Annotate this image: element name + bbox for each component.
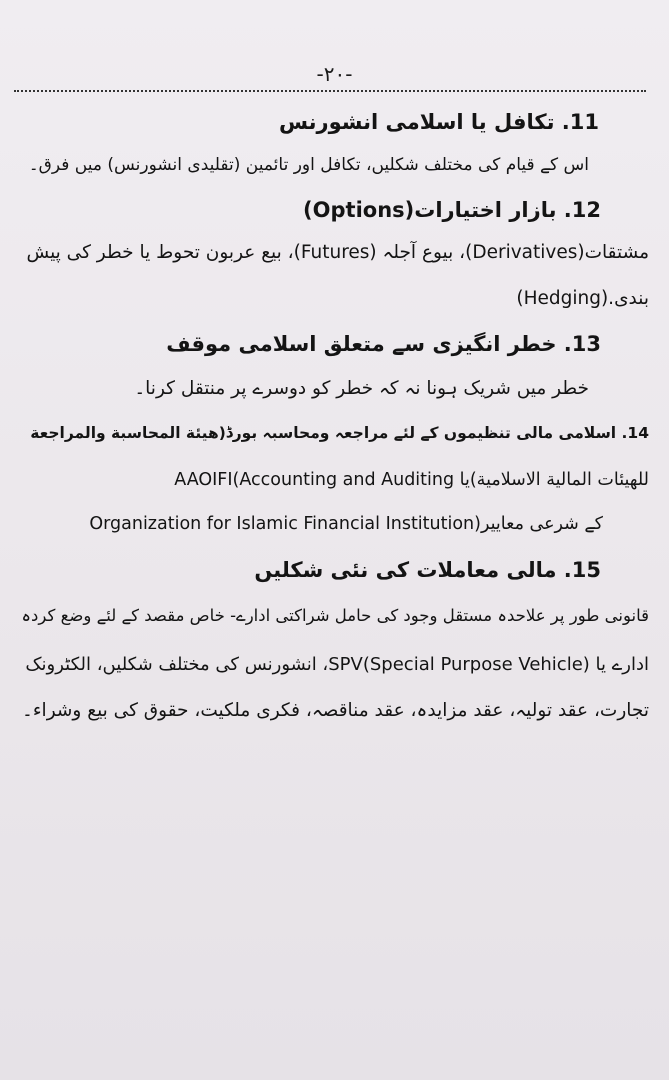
item-14-heading: 14. اسلامی مالی تنظیموں کے لئے مراجعہ ومحاسبہ بورڈ(هيئة المحاسبة والمراجعة — [30, 424, 649, 442]
item-15-body: ادارے یا SPV(Special Purpose Vehicle)، انشورنس کی مختلف شکلیں، الکٹرونک — [25, 654, 649, 675]
item-14-body: للهيئات المالية الاسلامية)يا AAOIFI(Accounting and Auditing — [174, 470, 649, 490]
page-number: -۲۰- — [316, 62, 353, 86]
item-15-body: قانونی طور پر علاحدہ مستقل وجود کی حامل شراکتی ادارے- خاص مقصد کے لئے وضع کردہ — [21, 606, 649, 625]
item-12-body: مشتقات(Derivatives)، بیوع آجلہ (Futures)، بیع عربون تحوط یا خطر کی پیش — [26, 242, 649, 263]
header-divider — [14, 90, 646, 92]
item-11-body: اس کے قیام کی مختلف شکلیں، تکافل اور تائمین (تقلیدی انشورنس) میں فرق۔ — [28, 155, 589, 175]
item-15-body: تجارت، عقد تولیہ، عقد مزایدہ، عقد مناقصہ، فکری ملکیت، حقوق کی بیع وشراء۔ — [22, 700, 649, 721]
item-12-heading: 12. بازار اختیارات(Options) — [303, 198, 601, 222]
item-14-body: Organization for Islamic Financial Institution)کے شرعی معاییر — [89, 514, 603, 534]
item-12-body: بندی.(Hedging) — [516, 288, 649, 309]
item-11-heading: 11. تکافل یا اسلامی انشورنس — [278, 110, 599, 134]
item-13-heading: 13. خطر انگیزی سے متعلق اسلامی موقف — [166, 332, 601, 356]
item-15-heading: 15. مالی معاملات کی نئی شکلیں — [254, 558, 601, 582]
item-13-body: خطر میں شریک ہونا نہ کہ خطر کو دوسرے پر منتقل کرنا۔ — [134, 378, 589, 399]
